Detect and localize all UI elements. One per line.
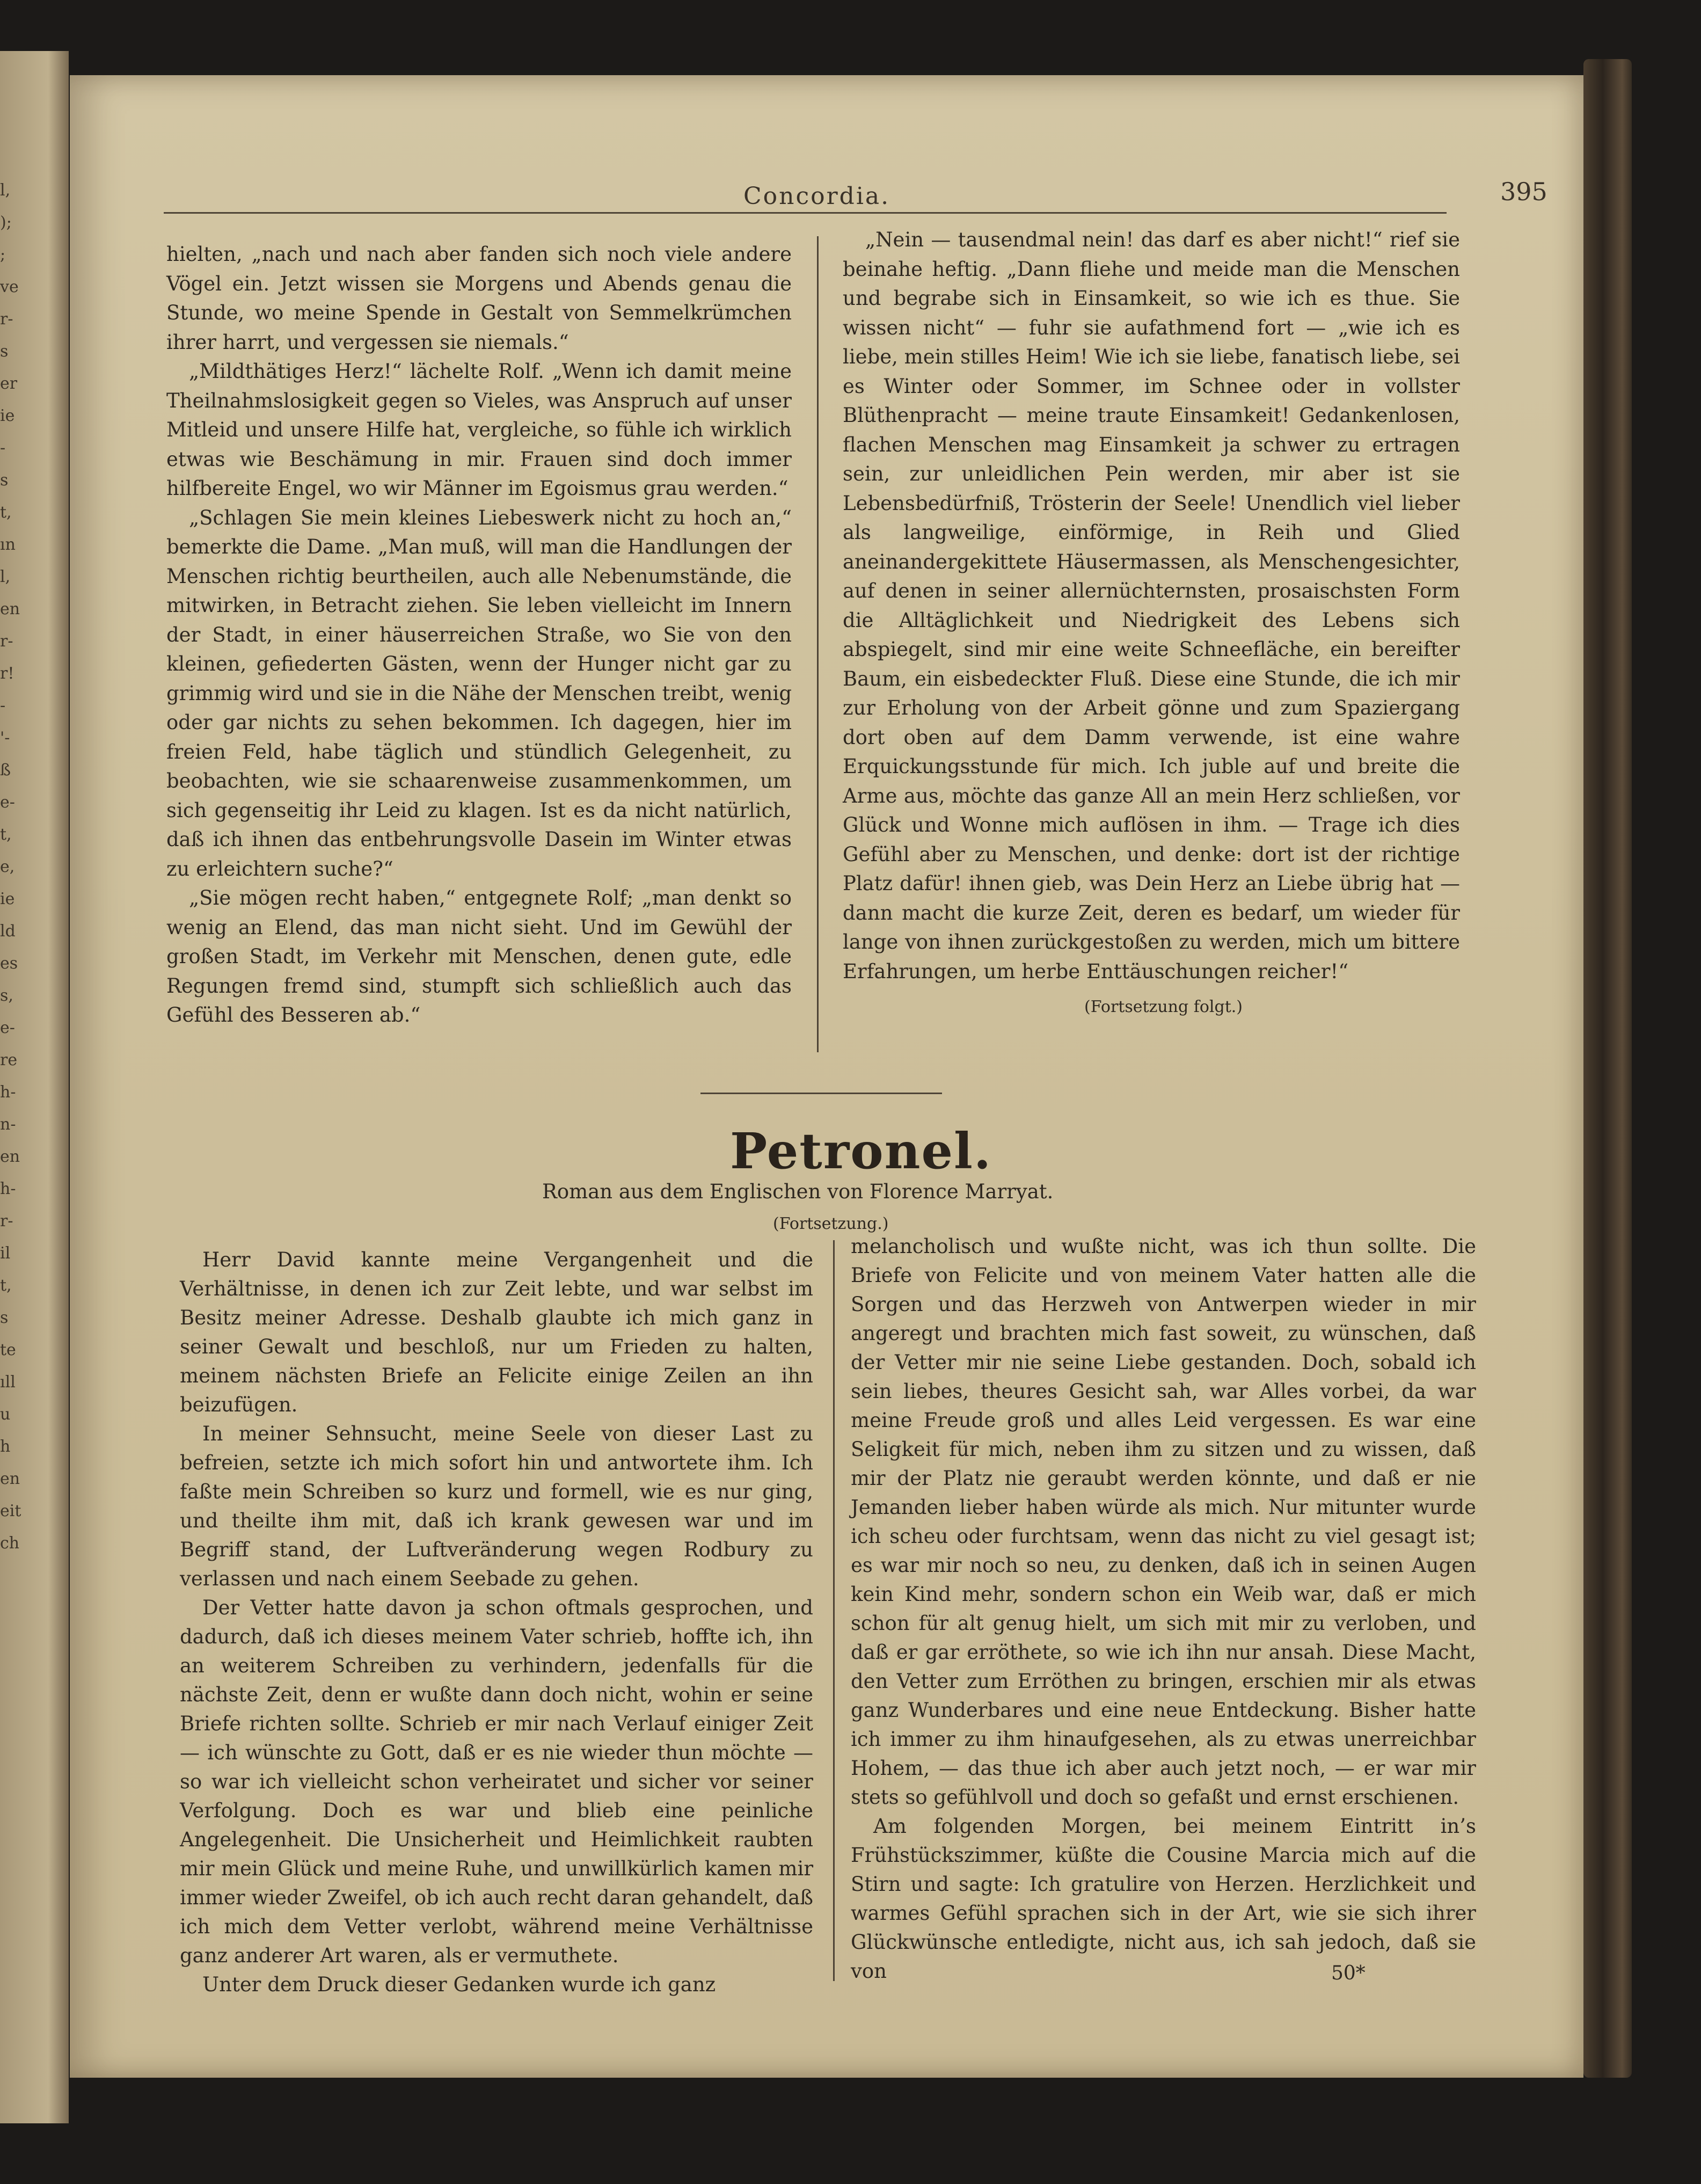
facing-page-fragment: r- [0,310,13,329]
facing-page-fragment: h [0,1437,11,1456]
facing-page-fragment: ie [0,406,15,425]
facing-page-fragment: ve [0,278,19,296]
novel-right-column [851,1232,1476,1986]
facing-page-fragment: ıll [0,1373,16,1392]
facing-page-fragment: t, [0,825,12,844]
facing-page-fragment: en [0,600,20,618]
facing-page-fragment: r- [0,1212,13,1231]
facing-page-fragment: ; [0,245,6,264]
facing-page-fragment: ie [0,890,15,908]
facing-page-fragment: t, [0,1276,12,1295]
facing-page-fragment: eit [0,1502,21,1520]
paragraph: „Mildthätiges Herz!“ lächelte Rolf. „Wenn ich damit meine Theilnahmslosigkeit gegen so Vieles, was Anspruch auf unser Mitleid und unsere Hilfe hat, vergleiche, so fühle ich wirklich etwas wie Beschämung in mir. Frauen sind doch immer hilfbereite Engel, wo wir Männer im Egoismus grau werden.“ [166,360,792,500]
paragraph: Am folgenden Morgen, bei meinem Eintritt in’s Frühstückszimmer, küßte die Cousine Marcia mich auf die Stirn und sagte: Ich gratulire von Herzen. Herzlichkeit und warmes Gefühl sprachen sich in der Art, wie sie sich ihrer Glückwünsche entledigte, nicht aus, ich sah jedoch, daß sie von [851,1815,1476,1983]
paragraph: hielten, „nach und nach aber fanden sich noch viele andere Vögel ein. Jetzt wissen sie Morgens und Abends genau die Stunde, wo meine Spende in Gestalt von Semmelkrümchen ihrer harrt, und vergessen sie niemals.“ [166,243,792,354]
column-divider [817,236,819,1052]
facing-page-fragment: es [0,954,18,973]
paragraph: „Sie mögen recht haben,“ entgegnete Rolf; „man denkt so wenig an Elend, das man nicht sieht. Und im Gewühl der großen Stadt, im Verkehr mit Menschen, denen gute, edle Regungen fremd sind, stumpft sich schließlich auch das Gefühl des Besseren ab.“ [166,886,792,1027]
facing-page-fragment: u [0,1405,11,1424]
paragraph: melancholisch und wußte nicht, was ich thun sollte. Die Briefe von Felicite und von meinem Vater hatten alle die Sorgen und das Herzweh von Antwerpen wieder in mir angeregt und brachten mich fast soweit, zu wünschen, daß der Vetter mir nie seine Liebe gestanden. Doch, sobald ich sein liebes, theures Gesicht sah, war Alles vorbei, da war meine Freude groß und alles Leid vergessen. Es war eine Seligkeit für mich, neben ihm zu sitzen und zu wissen, daß mir der Platz nie geraubt werden könnte, und daß er nie Jemanden lieber haben würde als mich. Nur mitunter wurde ich scheu oder furchtsam, wenn das nicht zu viel gesagt ist; es war mir noch so neu, zu denken, daß ich in seinen Augen kein Kind mehr, sondern schon ein Weib war, daß er mich schon für alt genug hielt, um sich mit mir zu verloben, und daß er gar erröthete, so wie ich ihn nur ansah. Diese Macht, den Vetter zum Erröthen zu bringen, erschien mir als etwas ganz Wunderbares und eine neue Entdeckung. Bisher hatte ich immer zu ihm hinaufgesehen, als zu etwas unerreichbar Hohem, — das thue ich aber auch jetzt noch, — er war mir stets so gefühlvoll und doch so gefaßt und ernst erschienen. [851,1235,1476,1809]
facing-page-fragment: re [0,1051,18,1069]
facing-page-fragment: h- [0,1180,16,1198]
novel-continuation-label: (Fortsetzung.) [773,1214,889,1233]
facing-page-text-fragments [0,174,21,1560]
header-rule [164,212,1447,214]
facing-page-fragment: n- [0,1115,16,1134]
paragraph: Herr David kannte meine Vergangenheit und die Verhältnisse, in denen ich zur Zeit lebte, und war selbst im Besitz meiner Adresse. Deshalb glaubte ich mich ganz in seiner Gewalt und beschloß, nur um Frieden zu halten, meinem nächsten Briefe an Felicite einige Zeilen an ihn beizufügen. [180,1248,813,1416]
facing-page-fragment: s [0,471,9,490]
article-top-left-column [166,240,792,1030]
facing-page-fragment: ld [0,922,16,941]
facing-page-fragment: l, [0,567,11,586]
novel-left-column [180,1246,813,1999]
facing-page-fragment: er [0,374,18,393]
paragraph: „Nein — tausendmal nein! das darf es aber nicht!“ rief sie beinahe heftig. „Dann fliehe und meide man die Menschen und begrabe sich in Einsamkeit, so wie ich es thue. Sie wissen nicht“ — fuhr sie aufathmend fort — „wie ich es liebe, mein stilles Heim! Wie ich sie liebe, fanatisch liebe, sei es Winter oder Sommer, im Schnee oder in vollster Blüthenpracht — meine traute Einsamkeit! Gedankenlosen, flachen Menschen mag Einsamkeit ja schwer zu ertragen sein, zur unleidlichen Pein werden, mir aber ist sie Lebensbedürfniß, Trösterin der Seele! Unendlich viel lieber als langweilige, einförmige, in Reih und Glied aneinandergekittete Häusermassen, als Menschengesichter, auf denen in seiner allernüchternsten, prosaischsten Form die Alltäglichkeit und Niedrigkeit des Lebens sich abspiegelt, sind mir eine weite Schneefläche, ein bereifter Baum, ein eisbedeckter Fluß. Diese eine Stunde, die ich mir zur Erholung von der Arbeit gönne und zum Spaziergang dort oben auf dem Damm verwende, ist eine wahre Erquickungsstunde für mich. Ich juble auf und breite die Arme aus, möchte das ganze All an mein Herz schließen, vor Glück und Wonne mich auflösen in ihm. — Trage ich dies Gefühl aber zu Menschen, und denke: dort ist der richtige Platz dafür! ihnen gieb, was Dein Herz an Liebe übrig hat — dann macht die kurze Zeit, deren es bedarf, um wieder für lange von ihnen zurückgestoßen zu werden, mich um bittere Erfahrungen, um herbe Enttäuschungen reicher!“ [843,228,1460,983]
facing-page-fragment: te [0,1341,16,1359]
facing-page-fragment: en [0,1147,20,1166]
facing-page-fragment: r! [0,664,14,683]
paragraph: Der Vetter hatte davon ja schon oftmals gesprochen, und dadurch, daß ich dieses meinem Vater schrieb, hoffte ich, ihn an weiterem Schreiben zu verhindern, jedenfalls für die nächste Zeit, denn er wußte dann doch nicht, wohin er seine Briefe richten sollte. Schrieb er mir nach Verlauf einiger Zeit — ich wünschte zu Gott, daß er es nie wieder thun möchte — so war ich vielleicht schon verheiratet und sicher vor seiner Verfolgung. Doch es war und blieb eine peinliche Angelegenheit. Die Unsicherheit und Heimlichkeit raubten mir mein Glück und meine Ruhe, und unwillkürlich kamen mir immer wieder Zweifel, ob ich auch recht daran gehandelt, daß ich mich dem Vetter verlobt, während meine Verhältnisse ganz anderer Art waren, als er vermuthete. [180,1596,813,1967]
facing-page-fragment: s [0,342,9,361]
book-cover-edge [1583,59,1632,2078]
facing-page-fragment: - [0,439,6,457]
facing-page-fragment: ); [0,213,12,232]
paragraph: In meiner Sehnsucht, meine Seele von dieser Last zu befreien, setzte ich mich sofort hin und antwortete ihm. Ich faßte mein Schreiben so kurz und formell, wie es nur ging, und theilte ihm mit, daß ich krank gewesen war und im Begriff stand, der Luftveränderung wegen Rodbury zu verlassen und nach einem Seebade zu gehen. [180,1422,813,1590]
facing-page-fragment: e- [0,1018,15,1037]
novel-title: Petronel. [730,1122,992,1180]
facing-page-fragment: il [0,1244,11,1263]
facing-page-fragment: en [0,1469,20,1488]
running-head: Concordia. [743,183,890,210]
facing-page-fragment: s [0,1308,9,1327]
facing-page-fragment: ch [0,1534,20,1553]
paragraph: Unter dem Druck dieser Gedanken wurde ich ganz [202,1973,716,1996]
continuation-note: (Fortsetzung folgt.) [1084,998,1243,1016]
facing-page-fragment: '- [0,729,10,747]
facing-page-fragment: s, [0,986,13,1005]
facing-page-fragment: r- [0,632,13,651]
novel-subtitle: Roman aus dem Englischen von Florence Marryat. [542,1180,1054,1203]
paragraph: „Schlagen Sie mein kleines Liebeswerk nicht zu hoch an,“ bemerkte die Dame. „Man muß, will man die Handlungen der Menschen richtig beurtheilen, auch alle Nebenumstände, die mitwirken, in Betracht ziehen. Sie leben vielleicht im Innern der Stadt, in einer häuserreichen Straße, wo Sie von den kleinen, gefiederten Gästen, wenn der Hunger nicht gar zu grimmig wird und sie in die Nähe der Menschen treibt, wenig oder gar nichts zu sehen bekommen. Ich dagegen, hier im freien Feld, habe täglich und stündlich Gelegenheit, zu beobachten, wie sie schaarenweise zusammenkommen, um sich gegenseitig ihr Leid zu klagen. Ist es da nicht natürlich, daß ich ihnen das entbehrungsvolle Dasein im Winter etwas zu erleichtern suche?“ [166,506,792,880]
page-number: 395 [1500,177,1547,206]
facing-page-fragment: ın [0,535,16,554]
facing-page-fragment: l, [0,181,11,200]
signature-mark: 50* [1331,1962,1366,1984]
article-top-right-column [843,225,1460,986]
facing-page-fragment: h- [0,1083,16,1102]
facing-page-fragment: ß [0,761,11,780]
facing-page-fragment: - [0,696,6,715]
facing-page-fragment: e- [0,793,15,812]
column-divider [833,1240,835,1981]
facing-page-edge [0,51,69,2123]
facing-page-fragment: e, [0,857,15,876]
facing-page-fragment: t, [0,503,12,522]
section-divider [700,1093,942,1094]
